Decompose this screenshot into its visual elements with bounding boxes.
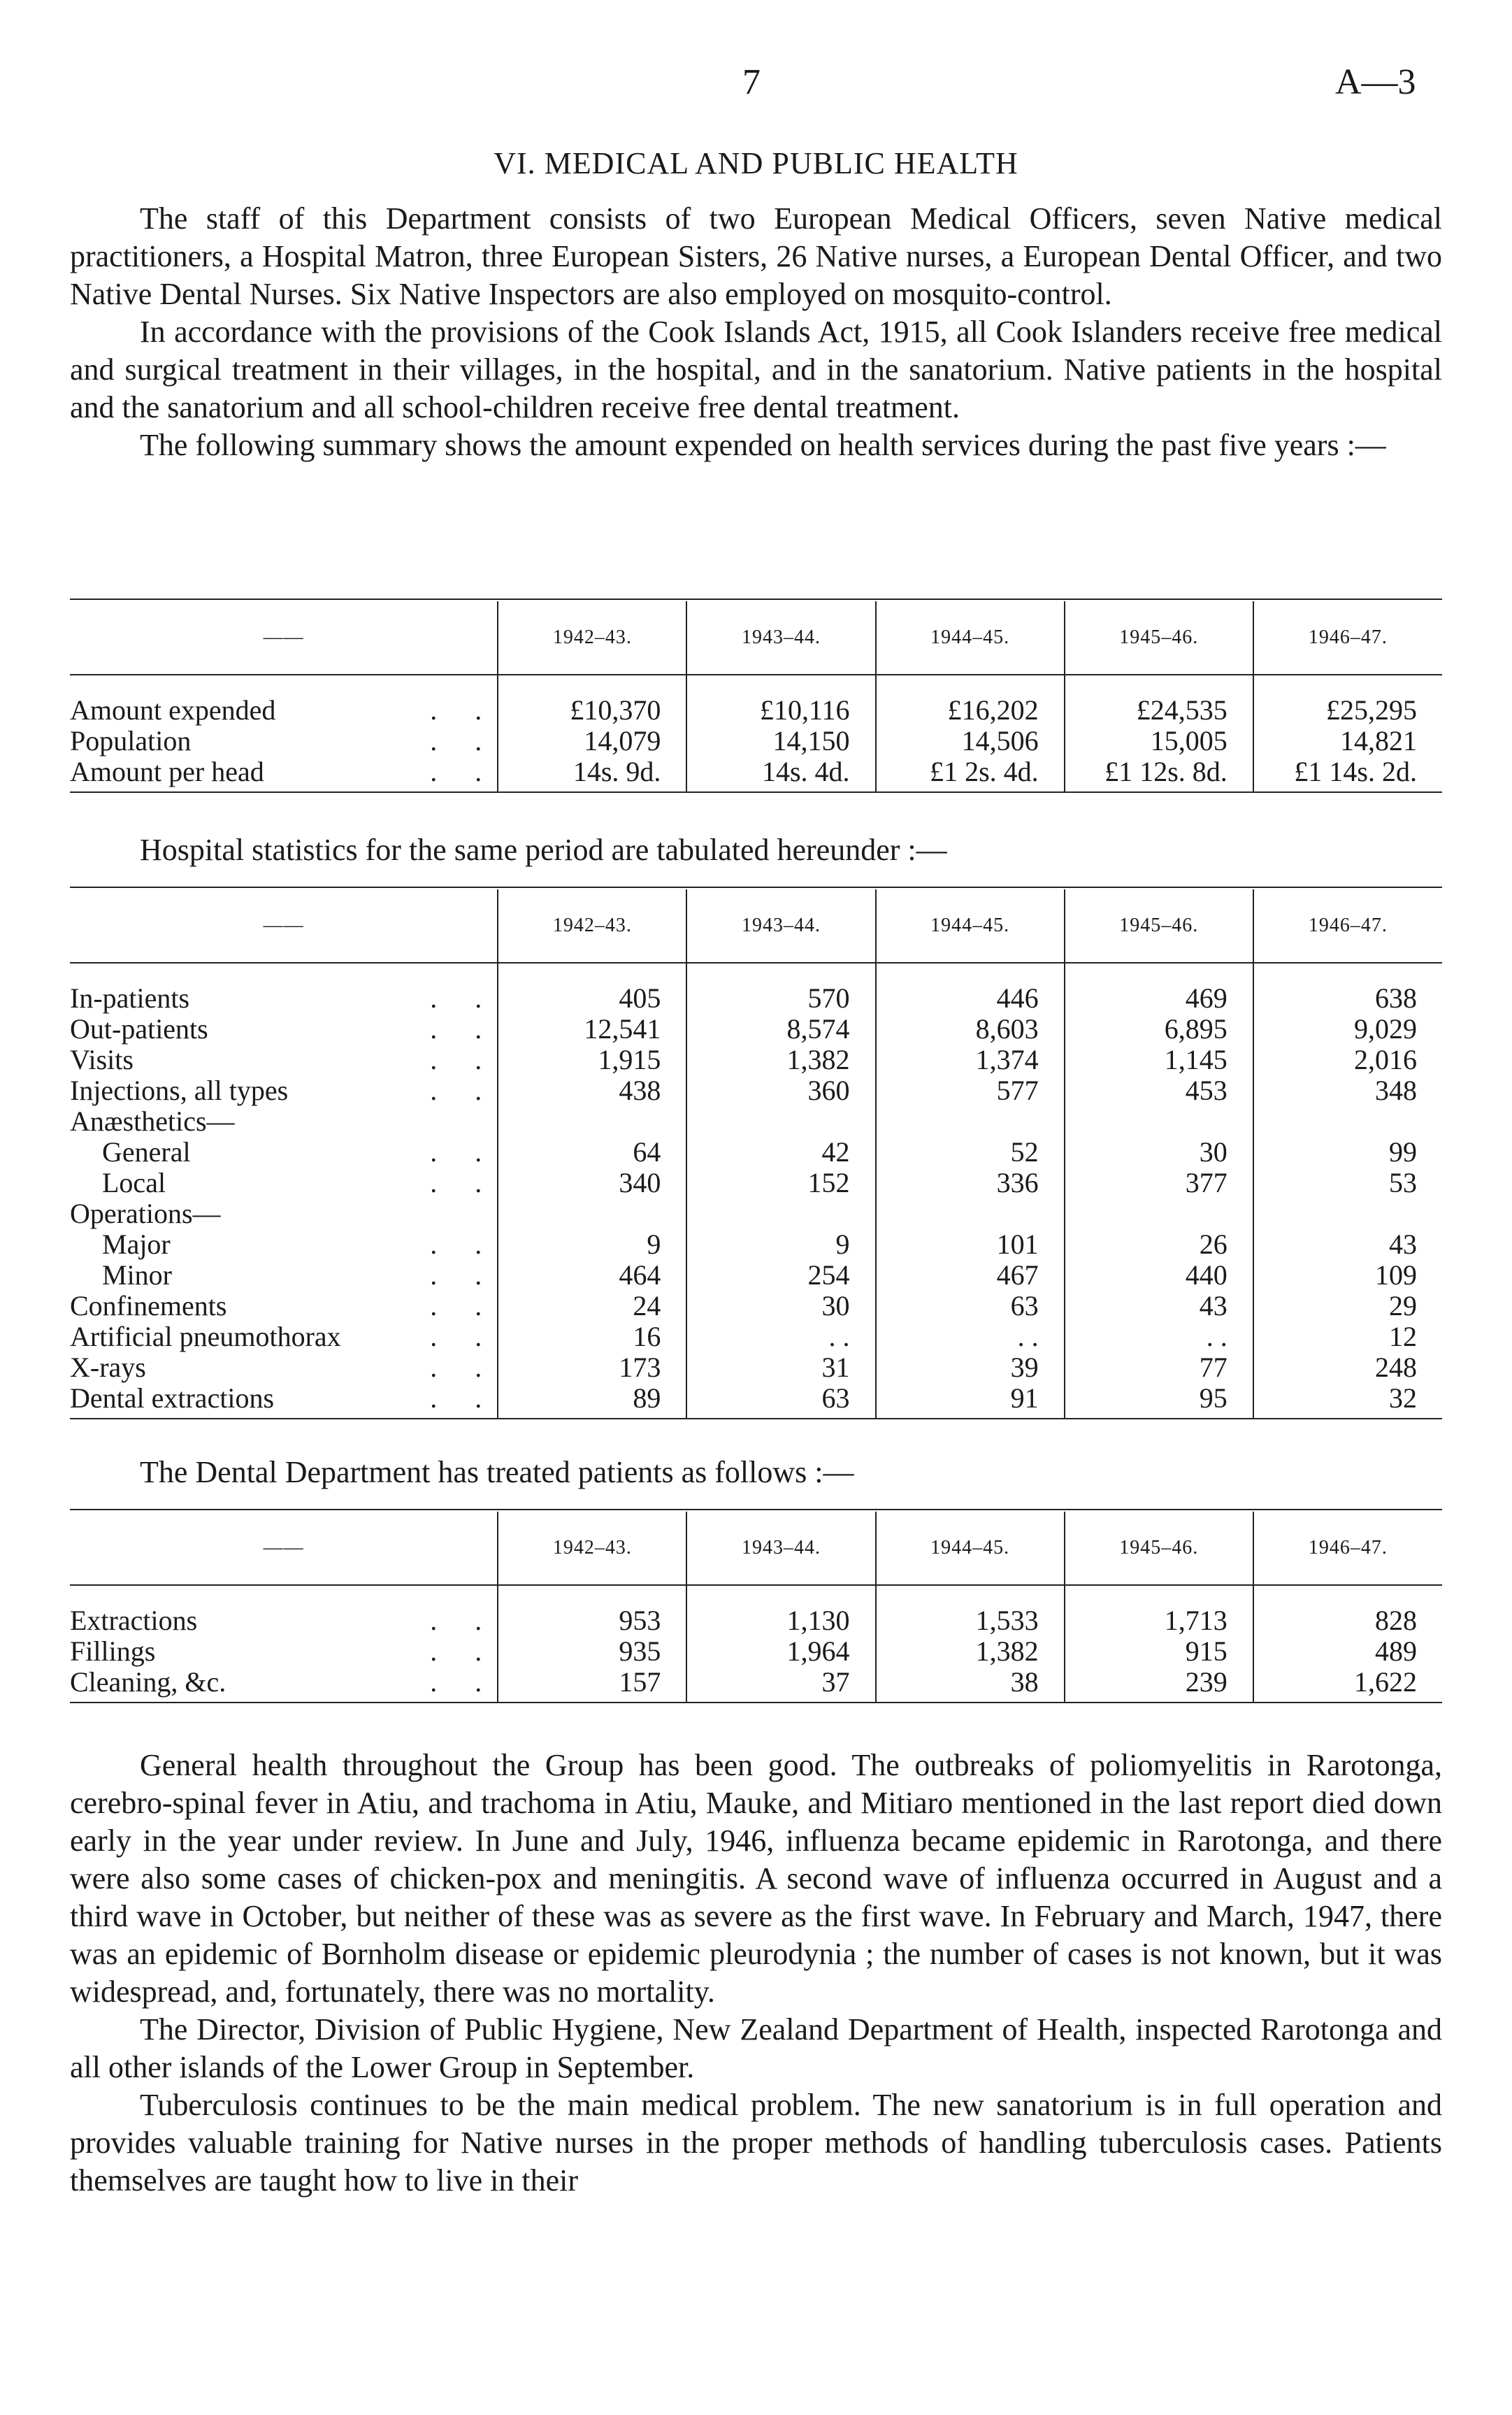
dental-year-header: 1943–44. bbox=[686, 1512, 875, 1585]
row-label: Out-patients bbox=[70, 1013, 208, 1045]
value-cell: 464 bbox=[498, 1260, 686, 1291]
value-cell: 43 bbox=[1253, 1229, 1442, 1260]
hospital-year-header: 1944–45. bbox=[876, 889, 1065, 963]
hospital-corner-label: —— bbox=[263, 915, 304, 936]
value-cell: 30 bbox=[686, 1291, 875, 1321]
row-label: Operations— bbox=[70, 1198, 221, 1229]
value-cell: £16,202 bbox=[876, 695, 1065, 726]
value-cell: 489 bbox=[1253, 1636, 1442, 1667]
expenditure-corner-label: —— bbox=[263, 626, 304, 648]
value-cell: 152 bbox=[686, 1168, 875, 1198]
table-row bbox=[70, 1667, 1442, 1703]
value-cell: 1,915 bbox=[498, 1045, 686, 1075]
value-cell: £1 12s. 8d. bbox=[1065, 757, 1253, 792]
value-cell: 39 bbox=[876, 1352, 1065, 1383]
row-label: Extractions bbox=[70, 1605, 198, 1636]
value-cell: 8,574 bbox=[686, 1014, 875, 1045]
row-label: Fillings bbox=[70, 1635, 156, 1667]
value-cell: 64 bbox=[498, 1137, 686, 1168]
row-label: Confinements bbox=[70, 1290, 227, 1321]
row-label-cell bbox=[70, 1321, 498, 1352]
value-cell: 9,029 bbox=[1253, 1014, 1442, 1045]
dental-corner-label: —— bbox=[263, 1537, 304, 1558]
value-cell: 9 bbox=[686, 1229, 875, 1260]
table-row bbox=[70, 1352, 1442, 1383]
value-cell: 99 bbox=[1253, 1137, 1442, 1168]
table-row bbox=[70, 1383, 1442, 1419]
leader-dots: . . bbox=[430, 1635, 498, 1667]
value-cell: £24,535 bbox=[1065, 695, 1253, 726]
value-cell: 9 bbox=[498, 1229, 686, 1260]
hospital-year-header: 1945–46. bbox=[1065, 889, 1253, 963]
value-cell: £1 14s. 2d. bbox=[1253, 757, 1442, 792]
value-cell: 1,130 bbox=[686, 1605, 875, 1636]
row-label: Minor bbox=[102, 1259, 172, 1291]
expenditure-year-header: 1942–43. bbox=[498, 601, 686, 675]
value-cell: 1,382 bbox=[686, 1045, 875, 1075]
leader-dots: . . bbox=[430, 982, 498, 1014]
value-cell: 2,016 bbox=[1253, 1045, 1442, 1075]
value-cell: 239 bbox=[1065, 1667, 1253, 1703]
value-cell: 14,150 bbox=[686, 726, 875, 757]
value-cell bbox=[686, 1198, 875, 1229]
value-cell: 1,964 bbox=[686, 1636, 875, 1667]
value-cell: 440 bbox=[1065, 1260, 1253, 1291]
leader-dots: . . bbox=[430, 1136, 498, 1168]
row-label-cell bbox=[70, 1352, 498, 1383]
table-row bbox=[70, 1291, 1442, 1321]
table-row bbox=[70, 983, 1442, 1014]
row-label-cell bbox=[70, 983, 498, 1014]
leader-dots: . . bbox=[430, 1044, 498, 1075]
value-cell: 16 bbox=[498, 1321, 686, 1352]
value-cell: 248 bbox=[1253, 1352, 1442, 1383]
value-cell: 101 bbox=[876, 1229, 1065, 1260]
value-cell: 157 bbox=[498, 1667, 686, 1703]
value-cell: 15,005 bbox=[1065, 726, 1253, 757]
row-label: Visits bbox=[70, 1044, 134, 1075]
value-cell: 63 bbox=[876, 1291, 1065, 1321]
value-cell: 570 bbox=[686, 983, 875, 1014]
value-cell: 38 bbox=[876, 1667, 1065, 1703]
dental-year-header: 1944–45. bbox=[876, 1512, 1065, 1585]
row-label-cell bbox=[70, 1045, 498, 1075]
row-label-cell bbox=[70, 1605, 498, 1636]
value-cell: £10,116 bbox=[686, 695, 875, 726]
row-label-cell bbox=[70, 1260, 498, 1291]
director-inspection-paragraph: The Director, Division of Public Hygiene, New Zealand Department of Health, inspected Rarotonga and all other islands of the Lower Group in September. bbox=[70, 2012, 1442, 2084]
row-label: Population bbox=[70, 725, 192, 757]
row-label-cell bbox=[70, 1229, 498, 1260]
value-cell: 77 bbox=[1065, 1352, 1253, 1383]
value-cell: 14,506 bbox=[876, 726, 1065, 757]
table-row bbox=[70, 1045, 1442, 1075]
value-cell: 109 bbox=[1253, 1260, 1442, 1291]
value-cell: 24 bbox=[498, 1291, 686, 1321]
value-cell bbox=[1065, 1198, 1253, 1229]
row-label: X-rays bbox=[70, 1352, 146, 1383]
row-label: In-patients bbox=[70, 982, 190, 1014]
value-cell bbox=[498, 1198, 686, 1229]
value-cell bbox=[498, 1106, 686, 1137]
value-cell: 32 bbox=[1253, 1383, 1442, 1419]
value-cell bbox=[876, 1198, 1065, 1229]
table-row bbox=[70, 1321, 1442, 1352]
dental-year-header: 1942–43. bbox=[498, 1512, 686, 1585]
row-label: Local bbox=[102, 1167, 166, 1198]
value-cell: 467 bbox=[876, 1260, 1065, 1291]
row-label-cell bbox=[70, 1106, 498, 1137]
leader-dots: . . bbox=[430, 1167, 498, 1198]
value-cell: 1,622 bbox=[1253, 1667, 1442, 1703]
row-label: Injections, all types bbox=[70, 1075, 289, 1106]
value-cell: 30 bbox=[1065, 1137, 1253, 1168]
row-label-cell bbox=[70, 726, 498, 757]
leader-dots: . . bbox=[430, 1075, 498, 1106]
expenditure-table-top-rule bbox=[70, 599, 1442, 600]
row-label-cell bbox=[70, 1168, 498, 1198]
expenditure-table bbox=[70, 601, 1442, 793]
intro-text bbox=[70, 200, 1442, 464]
value-cell: 173 bbox=[498, 1352, 686, 1383]
table-row bbox=[70, 695, 1442, 726]
value-cell: 340 bbox=[498, 1168, 686, 1198]
table-row bbox=[70, 1605, 1442, 1636]
value-cell bbox=[686, 1106, 875, 1137]
page-number: 7 bbox=[742, 62, 761, 102]
leader-dots: . . bbox=[430, 1382, 498, 1414]
row-label-cell bbox=[70, 1137, 498, 1168]
row-label: Anæsthetics— bbox=[70, 1105, 235, 1137]
value-cell: 360 bbox=[686, 1075, 875, 1106]
table-row bbox=[70, 1106, 1442, 1137]
value-cell: 43 bbox=[1065, 1291, 1253, 1321]
value-cell: 95 bbox=[1065, 1383, 1253, 1419]
value-cell: 935 bbox=[498, 1636, 686, 1667]
value-cell: 1,713 bbox=[1065, 1605, 1253, 1636]
row-label: Dental extractions bbox=[70, 1382, 275, 1414]
row-label-cell bbox=[70, 1383, 498, 1419]
value-cell: 52 bbox=[876, 1137, 1065, 1168]
value-cell: 89 bbox=[498, 1383, 686, 1419]
row-label: Major bbox=[102, 1228, 171, 1260]
table-row bbox=[70, 1168, 1442, 1198]
hospital-table-top-rule bbox=[70, 887, 1442, 888]
dental-table bbox=[70, 1512, 1442, 1703]
value-cell: 14s. 4d. bbox=[686, 757, 875, 792]
value-cell: 446 bbox=[876, 983, 1065, 1014]
intro-paragraph-summary: The following summary shows the amount expended on health services during the past five years :— bbox=[140, 428, 1386, 462]
value-cell: 336 bbox=[876, 1168, 1065, 1198]
table-row bbox=[70, 1014, 1442, 1045]
section-title: VI. MEDICAL AND PUBLIC HEALTH bbox=[494, 146, 1018, 180]
closing-text bbox=[70, 1747, 1442, 2200]
value-cell: 14,821 bbox=[1253, 726, 1442, 757]
row-label-cell bbox=[70, 1198, 498, 1229]
value-cell: 63 bbox=[686, 1383, 875, 1419]
document-reference: A—3 bbox=[1335, 62, 1416, 102]
leader-dots: . . bbox=[430, 694, 498, 726]
table-row bbox=[70, 726, 1442, 757]
value-cell: . . bbox=[876, 1321, 1065, 1352]
value-cell: 26 bbox=[1065, 1229, 1253, 1260]
row-label-cell bbox=[70, 1014, 498, 1045]
value-cell: £10,370 bbox=[498, 695, 686, 726]
table-row bbox=[70, 1137, 1442, 1168]
leader-dots: . . bbox=[430, 1290, 498, 1321]
expenditure-year-header: 1945–46. bbox=[1065, 601, 1253, 675]
leader-dots: . . bbox=[430, 1352, 498, 1383]
value-cell: 53 bbox=[1253, 1168, 1442, 1198]
value-cell: 1,374 bbox=[876, 1045, 1065, 1075]
value-cell: 12 bbox=[1253, 1321, 1442, 1352]
intro-paragraph-treatment: In accordance with the provisions of the Cook Islands Act, 1915, all Cook Islanders receive free medical and surgical treatment in their villages, in the hospital, and in the sanatorium. Native patients in the hospital and the sanatorium and all school-children receive free dental treatment. bbox=[70, 315, 1442, 424]
value-cell: 12,541 bbox=[498, 1014, 686, 1045]
value-cell: 348 bbox=[1253, 1075, 1442, 1106]
leader-dots: . . bbox=[430, 1605, 498, 1636]
expenditure-year-header: 1946–47. bbox=[1253, 601, 1442, 675]
leader-dots: . . bbox=[430, 1666, 498, 1698]
value-cell bbox=[1253, 1106, 1442, 1137]
leader-dots: . . bbox=[430, 1013, 498, 1045]
expenditure-year-header: 1944–45. bbox=[876, 601, 1065, 675]
row-label: Cleaning, &c. bbox=[70, 1666, 226, 1698]
value-cell: 828 bbox=[1253, 1605, 1442, 1636]
value-cell: 6,895 bbox=[1065, 1014, 1253, 1045]
row-label-cell bbox=[70, 1075, 498, 1106]
table-row bbox=[70, 1075, 1442, 1106]
table-row bbox=[70, 757, 1442, 792]
value-cell: 1,533 bbox=[876, 1605, 1065, 1636]
value-cell: £25,295 bbox=[1253, 695, 1442, 726]
hospital-caption: Hospital statistics for the same period are tabulated hereunder :— bbox=[140, 833, 947, 867]
value-cell bbox=[1065, 1106, 1253, 1137]
hospital-year-header: 1946–47. bbox=[1253, 889, 1442, 963]
tuberculosis-paragraph: Tuberculosis continues to be the main medical problem. The new sanatorium is in full operation and provides valuable training for Native nurses in the proper methods of handling tuberculosis cases. Patients themselves are taught how to live in their bbox=[70, 2088, 1442, 2198]
value-cell: 1,382 bbox=[876, 1636, 1065, 1667]
dental-year-header: 1946–47. bbox=[1253, 1512, 1442, 1585]
dental-table-top-rule bbox=[70, 1509, 1442, 1510]
value-cell: 254 bbox=[686, 1260, 875, 1291]
dental-caption: The Dental Department has treated patients as follows :— bbox=[140, 1455, 854, 1489]
value-cell: 577 bbox=[876, 1075, 1065, 1106]
general-health-paragraph: General health throughout the Group has been good. The outbreaks of poliomyelitis in Rarotonga, cerebro-spinal fever in Atiu, and trachoma in Atiu, Mauke, and Mitiaro mentioned in the last report died down early in the year under review. In June and July, 1946, influenza became epidemic in Rarotonga, and there were also some cases of chicken-pox and meningitis. A second wave of influenza occurred in August and a third wave in October, but neither of these was as severe as the first wave. In February and March, 1947, there was an epidemic of Bornholm disease or epidemic pleurodynia ; the number of cases is not known, but it was widespread, and, fortunately, there was no mortality. bbox=[70, 1748, 1442, 2009]
row-label: General bbox=[102, 1136, 191, 1168]
value-cell: 8,603 bbox=[876, 1014, 1065, 1045]
row-label-cell bbox=[70, 1667, 498, 1703]
value-cell: 915 bbox=[1065, 1636, 1253, 1667]
value-cell bbox=[1253, 1198, 1442, 1229]
table-row bbox=[70, 1260, 1442, 1291]
hospital-year-header: 1942–43. bbox=[498, 889, 686, 963]
value-cell: 1,145 bbox=[1065, 1045, 1253, 1075]
leader-dots: . . bbox=[430, 756, 498, 787]
value-cell: 14,079 bbox=[498, 726, 686, 757]
value-cell: 31 bbox=[686, 1352, 875, 1383]
value-cell: . . bbox=[1065, 1321, 1253, 1352]
value-cell: 42 bbox=[686, 1137, 875, 1168]
row-label-cell bbox=[70, 1291, 498, 1321]
value-cell: . . bbox=[686, 1321, 875, 1352]
row-label: Amount expended bbox=[70, 694, 276, 726]
table-row bbox=[70, 1229, 1442, 1260]
value-cell: 953 bbox=[498, 1605, 686, 1636]
table-row bbox=[70, 1198, 1442, 1229]
value-cell: 91 bbox=[876, 1383, 1065, 1419]
value-cell: £1 2s. 4d. bbox=[876, 757, 1065, 792]
value-cell bbox=[876, 1106, 1065, 1137]
value-cell: 405 bbox=[498, 983, 686, 1014]
value-cell: 37 bbox=[686, 1667, 875, 1703]
hospital-statistics-table bbox=[70, 889, 1442, 1419]
value-cell: 14s. 9d. bbox=[498, 757, 686, 792]
value-cell: 638 bbox=[1253, 983, 1442, 1014]
leader-dots: . . bbox=[430, 725, 498, 757]
hospital-year-header: 1943–44. bbox=[686, 889, 875, 963]
leader-dots: . . bbox=[430, 1228, 498, 1260]
value-cell: 453 bbox=[1065, 1075, 1253, 1106]
row-label: Artificial pneumothorax bbox=[70, 1321, 341, 1352]
dental-year-header: 1945–46. bbox=[1065, 1512, 1253, 1585]
value-cell: 377 bbox=[1065, 1168, 1253, 1198]
row-label: Amount per head bbox=[70, 756, 264, 787]
value-cell: 438 bbox=[498, 1075, 686, 1106]
value-cell: 469 bbox=[1065, 983, 1253, 1014]
row-label-cell bbox=[70, 1636, 498, 1667]
table-row bbox=[70, 1636, 1442, 1667]
intro-paragraph-staff: The staff of this Department consists of two European Medical Officers, seven Native medical practitioners, a Hospital Matron, three European Sisters, 26 Native nurses, a European Dental Officer, and two Native Dental Nurses. Six Native Inspectors are also employed on mosquito-control. bbox=[70, 201, 1442, 311]
value-cell: 29 bbox=[1253, 1291, 1442, 1321]
leader-dots: . . bbox=[430, 1259, 498, 1291]
row-label-cell bbox=[70, 695, 498, 726]
expenditure-year-header: 1943–44. bbox=[686, 601, 875, 675]
row-label-cell bbox=[70, 757, 498, 792]
leader-dots: . . bbox=[430, 1321, 498, 1352]
